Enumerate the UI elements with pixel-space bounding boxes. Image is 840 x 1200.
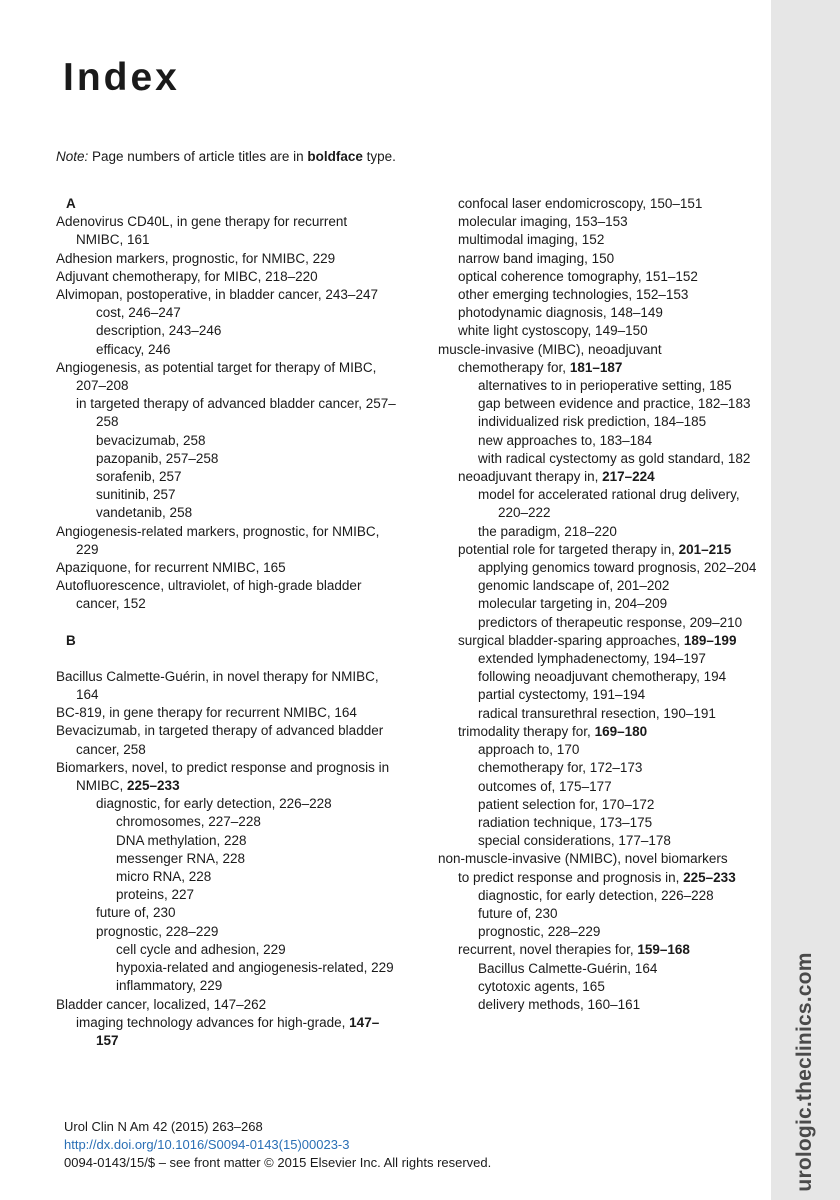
index-entry-text: Adjuvant chemotherapy, for MIBC, 218–220	[56, 268, 318, 284]
index-entry	[56, 523, 396, 559]
index-entry-text: Adhesion markers, prognostic, for NMIBC, 229	[56, 250, 336, 266]
index-entry	[56, 704, 396, 722]
index-entry	[56, 904, 396, 922]
article-page-range: 189–199	[683, 632, 737, 648]
index-entry	[438, 668, 770, 686]
index-entry	[438, 778, 770, 796]
index-entry	[438, 850, 770, 868]
index-entry	[56, 268, 396, 286]
footer	[64, 1118, 491, 1172]
index-entry	[438, 268, 770, 286]
index-entry-text: alternatives to in perioperative setting, 185	[478, 378, 732, 394]
index-entry-text: Angiogenesis-related markers, prognostic, for NMIBC, 229	[56, 523, 380, 557]
index-entry-text: diagnostic, for early detection, 226–228	[478, 887, 714, 903]
index-entry-text: to predict response and prognosis in,	[458, 869, 684, 885]
article-page-range: 147–157	[96, 1014, 380, 1048]
index-entry	[438, 723, 770, 741]
index-entry-text: approach to, 170	[478, 742, 580, 758]
index-entry	[438, 577, 770, 595]
index-entry-text: new approaches to, 183–184	[478, 432, 653, 448]
index-entry-text: Adenovirus CD40L, in gene therapy for recurrent NMIBC, 161	[56, 214, 348, 248]
index-entry	[438, 796, 770, 814]
index-entry	[438, 595, 770, 613]
index-entry-text: future of, 230	[478, 905, 558, 921]
index-entry-text: potential role for targeted therapy in,	[458, 541, 679, 557]
index-entry-text: Bacillus Calmette-Guérin, 164	[478, 960, 658, 976]
index-entry-text: neoadjuvant therapy in,	[458, 469, 603, 485]
index-entry-text: description, 243–246	[96, 323, 222, 339]
index-entry	[438, 377, 770, 395]
index-entry-text: the paradigm, 218–220	[478, 523, 617, 539]
index-entry	[56, 559, 396, 577]
index-entry	[438, 523, 770, 541]
index-entry-text: confocal laser endomicroscopy, 150–151	[458, 196, 703, 211]
index-entry	[438, 541, 770, 559]
index-entry-text: proteins, 227	[116, 887, 195, 903]
index-entry-text: molecular targeting in, 204–209	[478, 596, 668, 612]
index-entry-text: multimodal imaging, 152	[458, 232, 605, 248]
section-letter: A	[66, 196, 76, 211]
index-entry-text: molecular imaging, 153–153	[458, 214, 628, 230]
index-entry	[438, 650, 770, 668]
index-entry-text: cost, 246–247	[96, 305, 181, 321]
index-entry-text: Alvimopan, postoperative, in bladder cancer, 243–247	[56, 287, 378, 302]
index-entry-text: bevacizumab, 258	[96, 432, 206, 448]
index-entry-text: chromosomes, 227–228	[116, 814, 261, 830]
index-entry	[438, 322, 770, 340]
index-entry	[56, 941, 396, 959]
index-entry	[56, 486, 396, 504]
index-entry-text: partial cystectomy, 191–194	[478, 687, 646, 703]
index-entry-text: hypoxia-related and angiogenesis-related, 229	[116, 960, 394, 976]
index-entry	[56, 341, 396, 359]
index-entry	[438, 996, 770, 1014]
index-entry	[56, 977, 396, 995]
index-entry-text: narrow band imaging, 150	[458, 250, 615, 266]
index-entry	[438, 250, 770, 268]
article-page-range: 225–233	[127, 778, 180, 794]
index-entry-text: gap between evidence and practice, 182–183	[478, 396, 751, 412]
index-entry	[56, 304, 396, 322]
index-entry	[56, 577, 396, 613]
index-entry-text: Apaziquone, for recurrent NMIBC, 165	[56, 560, 286, 576]
index-entry-text: in targeted therapy of advanced bladder cancer, 257–258	[76, 396, 396, 430]
index-entry-text: prognostic, 228–229	[478, 924, 601, 940]
index-entry-text: optical coherence tomography, 151–152	[458, 268, 698, 284]
index-entry-text: photodynamic diagnosis, 148–149	[458, 305, 663, 321]
index-entry	[56, 504, 396, 522]
note-text-2: type.	[362, 149, 396, 164]
index-entry	[56, 286, 396, 304]
index-entry	[438, 395, 770, 413]
index-entry-text: Autofluorescence, ultraviolet, of high-grade bladder cancer, 152	[56, 578, 362, 612]
index-entry-text: inflammatory, 229	[116, 978, 223, 994]
note-label: Note:	[56, 149, 89, 164]
index-entry	[438, 486, 770, 522]
index-entry-text: chemotherapy for,	[458, 359, 570, 375]
index-entry	[56, 322, 396, 340]
index-entry	[56, 250, 396, 268]
index-entry	[438, 905, 770, 923]
article-page-range: 201–215	[678, 541, 732, 557]
index-entry-text: genomic landscape of, 201–202	[478, 578, 670, 594]
index-entry	[56, 832, 396, 850]
index-entry	[438, 195, 770, 213]
index-entry	[56, 886, 396, 904]
index-entry	[438, 413, 770, 431]
doi-link[interactable]: http://dx.doi.org/10.1016/S0094-0143(15)00023-3	[64, 1137, 350, 1152]
index-entry	[56, 722, 396, 758]
article-page-range: 225–233	[683, 869, 736, 885]
index-entry	[438, 304, 770, 322]
note-bold-word: boldface	[307, 149, 363, 164]
index-entry-text: pazopanib, 257–258	[96, 450, 219, 466]
index-entry	[56, 996, 396, 1014]
index-entry	[438, 814, 770, 832]
index-note	[56, 149, 396, 164]
page-title: Index	[63, 56, 180, 99]
index-entry	[56, 432, 396, 450]
index-entry-text: cytotoxic agents, 165	[478, 978, 605, 994]
index-entry-text: applying genomics toward prognosis, 202–204	[478, 560, 757, 576]
index-entry	[438, 432, 770, 450]
index-entry-text: trimodality therapy for,	[458, 723, 595, 739]
index-entry	[438, 450, 770, 468]
index-entry-text: prognostic, 228–229	[96, 923, 219, 939]
index-entry	[438, 978, 770, 996]
index-entry-text: other emerging technologies, 152–153	[458, 287, 689, 303]
index-entry-text: Bacillus Calmette-Guérin, in novel therapy for NMIBC, 164	[56, 668, 379, 703]
index-entry-text: efficacy, 246	[96, 341, 171, 357]
index-column-right	[438, 195, 770, 1014]
index-entry-text: Angiogenesis, as potential target for therapy of MIBC, 207–208	[56, 359, 377, 394]
index-entry-text: muscle-invasive (MIBC), neoadjuvant	[438, 341, 662, 357]
index-entry	[56, 850, 396, 868]
index-entry-text: chemotherapy for, 172–173	[478, 760, 643, 776]
index-entry-text: model for accelerated rational drug delivery, 220–222	[478, 487, 740, 521]
index-entry	[438, 759, 770, 777]
index-column-left	[56, 195, 396, 1050]
index-entry-text: BC-819, in gene therapy for recurrent NMIBC, 164	[56, 705, 357, 721]
index-entry-text: future of, 230	[96, 905, 176, 921]
section-gap	[56, 650, 396, 668]
article-page-range: 159–168	[637, 942, 690, 958]
index-entry-text: Bevacizumab, in targeted therapy of advanced bladder cancer, 258	[56, 723, 384, 757]
index-entry-text: recurrent, novel therapies for,	[458, 942, 638, 958]
index-entry	[438, 559, 770, 577]
index-entry-text: delivery methods, 160–161	[478, 996, 641, 1012]
index-entry-text: patient selection for, 170–172	[478, 796, 655, 812]
index-entry-text: predictors of therapeutic response, 209–210	[478, 614, 743, 630]
index-entry-text: radical transurethral resection, 190–191	[478, 705, 716, 721]
index-entry	[438, 960, 770, 978]
index-entry	[438, 341, 770, 359]
index-entry	[56, 668, 396, 704]
index-entry-text: sorafenib, 257	[96, 469, 182, 485]
index-entry	[56, 1014, 396, 1050]
index-entry-text: extended lymphadenectomy, 194–197	[478, 651, 706, 667]
note-text-1: Page numbers of article titles are in	[88, 149, 308, 164]
index-entry-text: outcomes of, 175–177	[478, 778, 612, 794]
index-entry	[438, 832, 770, 850]
index-entry	[56, 868, 396, 886]
index-entry-text: special considerations, 177–178	[478, 833, 671, 849]
index-entry	[56, 923, 396, 941]
index-entry	[56, 395, 396, 431]
citation: Urol Clin N Am 42 (2015) 263–268	[64, 1119, 263, 1134]
index-entry-text: white light cystoscopy, 149–150	[458, 323, 648, 339]
index-entry-text: cell cycle and adhesion, 229	[116, 941, 286, 957]
copyright: 0094-0143/15/$ – see front matter © 2015 Elsevier Inc. All rights reserved.	[64, 1155, 492, 1170]
index-entry	[438, 231, 770, 249]
index-entry	[56, 359, 396, 395]
index-entry-text: with radical cystectomy as gold standard, 182	[478, 450, 751, 466]
index-entry-text: sunitinib, 257	[96, 487, 176, 503]
index-entry-text: imaging technology advances for high-grade,	[76, 1014, 350, 1030]
index-entry	[438, 869, 770, 887]
index-entry	[438, 286, 770, 304]
index-entry	[438, 923, 770, 941]
article-page-range: 169–180	[594, 723, 648, 739]
index-entry-text: Bladder cancer, localized, 147–262	[56, 996, 267, 1012]
index-entry	[438, 614, 770, 632]
index-entry-text: Biomarkers, novel, to predict response and prognosis in NMIBC,	[56, 759, 390, 794]
index-entry-text: surgical bladder-sparing approaches,	[458, 632, 684, 648]
index-entry-text: micro RNA, 228	[116, 869, 212, 885]
index-entry-text: vandetanib, 258	[96, 505, 193, 521]
section-letter: B	[66, 632, 76, 648]
index-entry	[438, 213, 770, 231]
article-page-range: 217–224	[602, 469, 655, 485]
index-entry-text: messenger RNA, 228	[116, 850, 246, 866]
index-entry	[56, 450, 396, 468]
index-entry-text: non-muscle-invasive (NMIBC), novel biomarkers	[438, 851, 728, 867]
index-entry	[438, 741, 770, 759]
journal-url: urologic.theclinics.com	[793, 952, 816, 1192]
article-page-range: 181–187	[569, 359, 623, 375]
index-entry-text: following neoadjuvant chemotherapy, 194	[478, 669, 727, 685]
index-entry	[56, 959, 396, 977]
index-entry-text: radiation technique, 173–175	[478, 814, 653, 830]
index-entry	[438, 468, 770, 486]
index-entry-text: DNA methylation, 228	[116, 832, 247, 848]
index-entry	[56, 813, 396, 831]
index-entry-text: diagnostic, for early detection, 226–228	[96, 796, 332, 812]
index-entry	[438, 359, 770, 377]
index-entry	[56, 759, 396, 795]
index-entry	[438, 705, 770, 723]
index-entry	[438, 941, 770, 959]
index-entry	[438, 887, 770, 905]
index-entry	[438, 686, 770, 704]
index-entry	[56, 795, 396, 813]
index-entry	[56, 468, 396, 486]
index-entry	[438, 632, 770, 650]
index-entry-text: individualized risk prediction, 184–185	[478, 414, 707, 430]
index-entry	[56, 213, 396, 249]
section-gap	[56, 614, 396, 632]
